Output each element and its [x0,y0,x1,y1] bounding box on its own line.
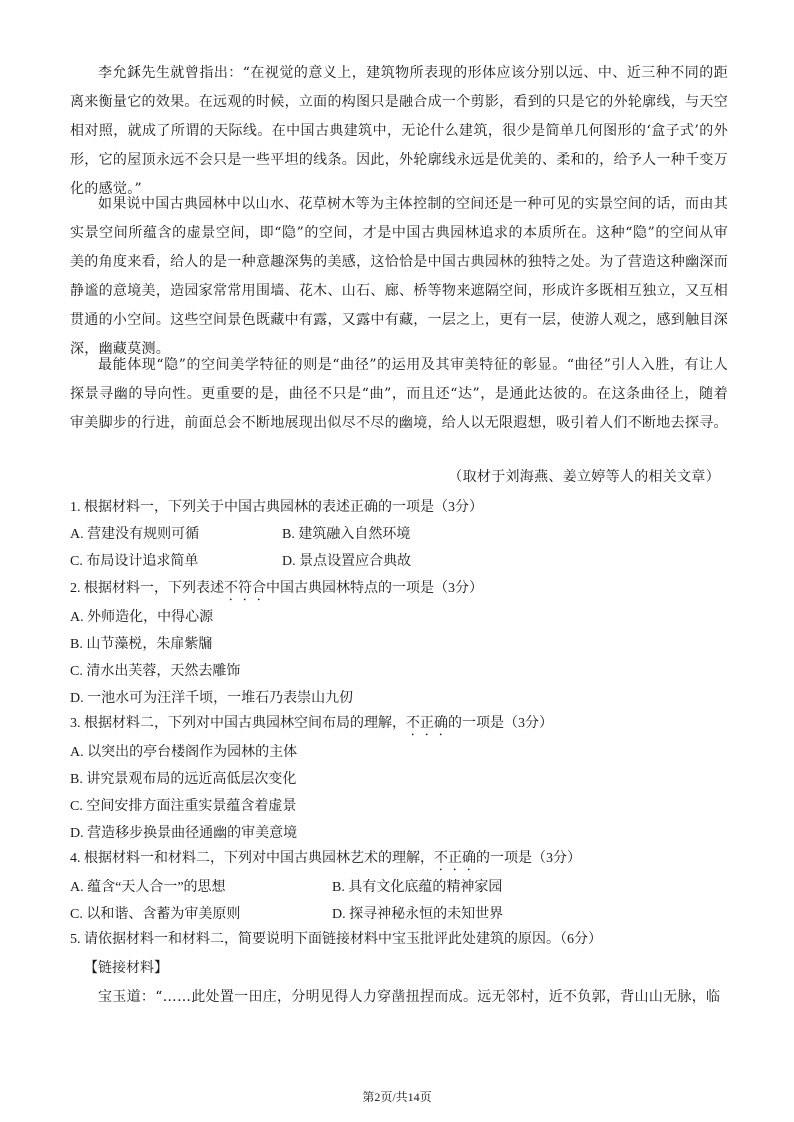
question-2-option-a: A. 外师造化，中得心源 [70,610,214,625]
question-5-stem: 5. 请依据材料一和材料二，简要说明下面链接材料中宝玉批评此处建筑的原因。（6分） [70,932,602,947]
question-3-option-d: D. 营造移步换景曲径通幽的审美意境 [70,826,298,841]
question-3-stem-before: 3. 根据材料二，下列对中国古典园林空间布局的理解， [70,716,406,731]
question-1-option-b: B. 建筑融入自然环境 [282,527,411,542]
question-3-option-c: C. 空间安排方面注重实景蕴含着虚景 [70,799,297,814]
question-5 [70,926,730,953]
question-2-option-d: D. 一池水可为汪洋千顷，一堆石乃表崇山九仞 [70,691,354,706]
question-2-option-b: B. 山节藻棁，朱扉紫牖 [70,637,213,652]
question-3-option-b: B. 讲究景观布局的远近高低层次变化 [70,772,297,787]
question-4-stem-after: 的一项是（3分） [476,851,581,866]
passage-paragraph-3: 最能体现“隐”的空间美学特征的则是“曲径”的运用及其审美特征的彰显。“曲径”引人入胜，有让人探景寻幽的导向性。更重要的是，曲径不只是“曲”，而且还“达”，是通此达彼的。在这条曲径上，随着审美脚步的行进，前面总会不断地展现出似尽不尽的幽境，给人以无限遐想，吸引着人们不断地去探寻。 [70,357,728,431]
question-3-stem-emphasis: 不正确 [406,716,448,731]
page-number: 第2页/共14页 [362,1090,432,1104]
link-material-title: 【链接材料】 [84,960,168,976]
question-4-stem-before: 4. 根据材料一和材料二，下列对中国古典园林艺术的理解， [70,851,434,866]
question-3-stem [70,710,730,739]
passage-paragraph-2: 如果说中国古典园林中以山水、花草树木等为主体控制的空间还是一种可见的实景空间的话，而由其实景空间所蕴含的虚景空间，即“隐”的空间，才是中国古典园林追求的本质所在。这种“隐”的空间从审美的角度来看，给人的是一种意趣深隽的美感，这恰恰是中国古典园林的独特之处。为了营造这种幽深而静谧的意境美，造园家常常用围墙、花木、山石、廊、桥等物来遮隔空间，形成许多既相互独立，又互相贯通的小空间。这些空间景色既藏中有露，又露中有藏，一层之上，更有一层，使游人观之，感到触目深深，幽藏莫测。 [70,196,728,357]
question-2-stem-after: 中国古典园林特点的一项是（3分） [266,581,483,596]
question-1-stem: 1. 根据材料一，下列关于中国古典园林的表述正确的一项是（3分） [70,500,483,515]
passage-paragraph-1: 李允鉌先生就曾指出：“在视觉的意义上，建筑物所表现的形体应该分别以远、中、近三种不同的距离来衡量它的效果。在远观的时候，立面的构图只是融合成一个剪影，看到的只是它的外轮廓线，与天空相对照，就成了所谓的天际线。在中国古典建筑中，无论什么建筑，很少是简单几何图形的‘盒子式’的外形，它的屋顶永远不会只是一些平坦的线条。因此，外轮廓线永远是优美的、柔和的，给予人一种千变万化的感觉。” [70,65,728,197]
link-material-text: 宝玉道：“……此处置一田庄，分明见得人力穿凿扭捏而成。远无邻村，近不负郭，背山山无脉，临 [98,989,721,1005]
question-4-stem [70,845,730,874]
question-4-option-d: D. 探寻神秘永恒的未知世界 [332,907,504,922]
question-2-stem-emphasis: 不符合 [224,581,266,596]
question-4-stem-emphasis: 不正确 [434,851,476,866]
question-3 [70,710,730,847]
question-2-stem-before: 2. 根据材料一，下列表述 [70,581,224,596]
question-4-option-b: B. 具有文化底蕴的精神家园 [332,880,503,895]
question-1-option-d: D. 景点设置应合典故 [282,554,412,569]
question-4-option-c: C. 以和谐、含蓄为审美原则 [70,907,241,922]
question-1 [70,494,730,575]
question-2 [70,575,730,712]
question-4 [70,845,730,928]
source-attribution: （取材于刘海燕、姜立婷等人的相关文章） [448,469,720,485]
question-3-option-a: A. 以突出的亭台楼阁作为园林的主体 [70,745,298,760]
question-3-stem-after: 的一项是（3分） [448,716,553,731]
question-2-option-c: C. 清水出芙蓉，天然去雕饰 [70,664,241,679]
question-2-stem [70,575,730,604]
question-4-option-a: A. 蕴含“天人合一”的思想 [70,880,226,895]
question-1-option-a: A. 营建没有规则可循 [70,527,200,542]
question-1-option-c: C. 布局设计追求简单 [70,554,199,569]
